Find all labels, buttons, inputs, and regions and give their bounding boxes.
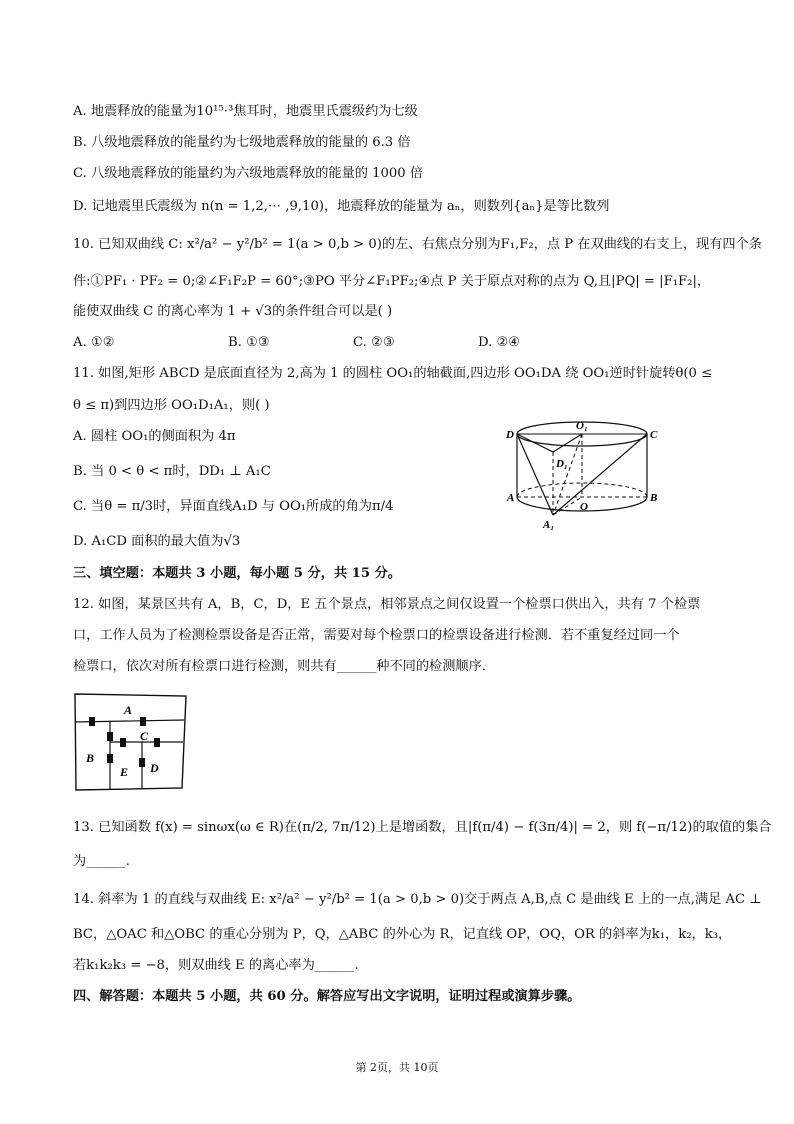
gate-5 [154,738,160,747]
label-b: B [650,492,658,504]
q13-line1: 13. 已知函数 f(x) = sinωx(ω ∈ R)在(π/2, 7π/12)上是增函数，且|f(π/4) − f(3π/4)| = 2，则 f(−π/12)的取值的集合 [73,820,772,835]
q12-line2: 口，工作人员为了检测检票设备是否正常，需要对每个检票口的检票设备进行检测．若不重复经过同一个 [73,628,680,643]
label-a: A [124,703,133,717]
q11-option-d: D. A₁CD 面积的最大值为√3 [73,534,241,549]
q14-line3: 若k₁k₂k₃ = −8，则双曲线 E 的离心率为______. [73,958,359,973]
gate-7 [139,758,145,767]
gate-2 [140,717,146,726]
label-o1: O₁ [576,420,588,432]
a1-o [553,497,582,515]
q10-line1-text: 10. 已知双曲线 C: x²/a² − y²/b² = 1(a > 0,b > 0)的左、右焦点分别为F₁,F₂，点 P 在双曲线的右支上，现有四个条 [73,237,762,252]
q11-cylinder-figure [500,412,670,537]
q10-option-d: D. ②④ [478,335,521,350]
label-a1: A₁ [543,519,555,531]
label-d1: D₁ [556,458,568,470]
q9-option-d-text: D. 记地震里氏震级为 n(n = 1,2,⋯ ,9,10)，地震释放的能量为 aₙ，则数列{aₙ}是等比数列 [73,199,610,214]
q9-option-a [73,102,418,122]
q10-option-a: A. ①② [73,335,115,350]
label-c: C [140,729,149,743]
label-o: O [580,501,588,513]
label-b: B [86,751,95,765]
q10-option-c: C. ②③ [353,335,395,350]
q9-option-c [73,164,423,184]
q10-line1 [73,235,762,255]
q9-option-b [73,133,411,153]
q14-line1: 14. 斜率为 1 的直线与双曲线 E: x²/a² − y²/b² = 1(a > 0,b > 0)交于两点 A,B,点 C 是曲线 E 上的一点,满足 AC ⊥ [73,892,762,907]
section3-heading: 三、填空题：本题共 3 小题，每小题 5 分，共 15 分。 [73,566,401,581]
q9-option-b-text: B. 八级地震释放的能量约为七级地震释放的能量的 6.3 倍 [73,135,411,150]
q9-option-c-text: C. 八级地震释放的能量约为六级地震释放的能量的 1000 倍 [73,166,424,181]
q12-map-figure [72,690,190,794]
gate-4 [120,738,126,747]
q10-option-b: B. ①③ [228,335,270,350]
q12-line1: 12. 如图，某景区共有 A，B，C，D，E 五个景点，相邻景点之间仅设置一个检票口供出入，共有 7 个检票 [73,597,701,612]
q11-line1 [73,364,712,384]
q11-option-a: A. 圆柱 OO₁的侧面积为 4π [73,429,236,444]
gate-1 [89,717,95,726]
q9-option-d [73,197,609,217]
gate-6 [107,754,113,763]
page-footer: 第 2页，共 10页 [355,1061,439,1074]
label-d: D [506,429,514,441]
q12-line3: 检票口，依次对所有检票口进行检测，则共有______种不同的检测顺序． [73,659,495,674]
label-c: C [650,429,658,441]
label-d: D [150,761,159,775]
q11-line2-text: θ ≤ π)到四边形 OO₁D₁A₁，则( ) [73,398,270,413]
gate-3 [107,732,113,741]
section4-heading: 四、解答题：本题共 5 小题，共 60 分。解答应写出文字说明，证明过程或演算步骤。 [73,989,581,1004]
q11-option-c: C. 当θ = π/3时，异面直线A₁D 与 OO₁所成的角为π/4 [73,499,394,514]
q11-option-b: B. 当 0 < θ < π时，DD₁ ⊥ A₁C [73,464,271,479]
q10-line3 [73,302,392,322]
q11-line1-text: 11. 如图,矩形 ABCD 是底面直径为 2,高为 1 的圆柱 OO₁的轴截面,四边形 OO₁DA 绕 OO₁逆时针旋转θ(0 ≤ [73,366,713,381]
d-d1 [517,434,553,452]
label-a: A [507,492,515,504]
label-e: E [120,765,129,779]
q10-line2 [73,272,710,292]
q14-line2: BC，△OAC 和△OBC 的重心分别为 P，Q，△ABC 的外心为 R，记直线 OP，OQ，OR 的斜率为k₁，k₂，k₃， [73,927,732,942]
q13-line2: 为______. [73,854,130,869]
q11-line2 [73,396,270,416]
q9-option-a-text: A. 地震释放的能量为10¹⁵·³焦耳时，地震里氏震级约为七级 [73,104,418,119]
q10-line3-text: 能使双曲线 C 的离心率为 1 + √3的条件组合可以是( ) [73,304,393,319]
q10-line2-text: 件:①PF₁ · PF₂ = 0;②∠F₁F₂P = 60°;③PO 平分∠F₁PF₂;④点 P 关于原点对称的点为 Q,且|PQ| = |F₁F₂|， [73,274,711,289]
o1-d1 [553,434,582,452]
